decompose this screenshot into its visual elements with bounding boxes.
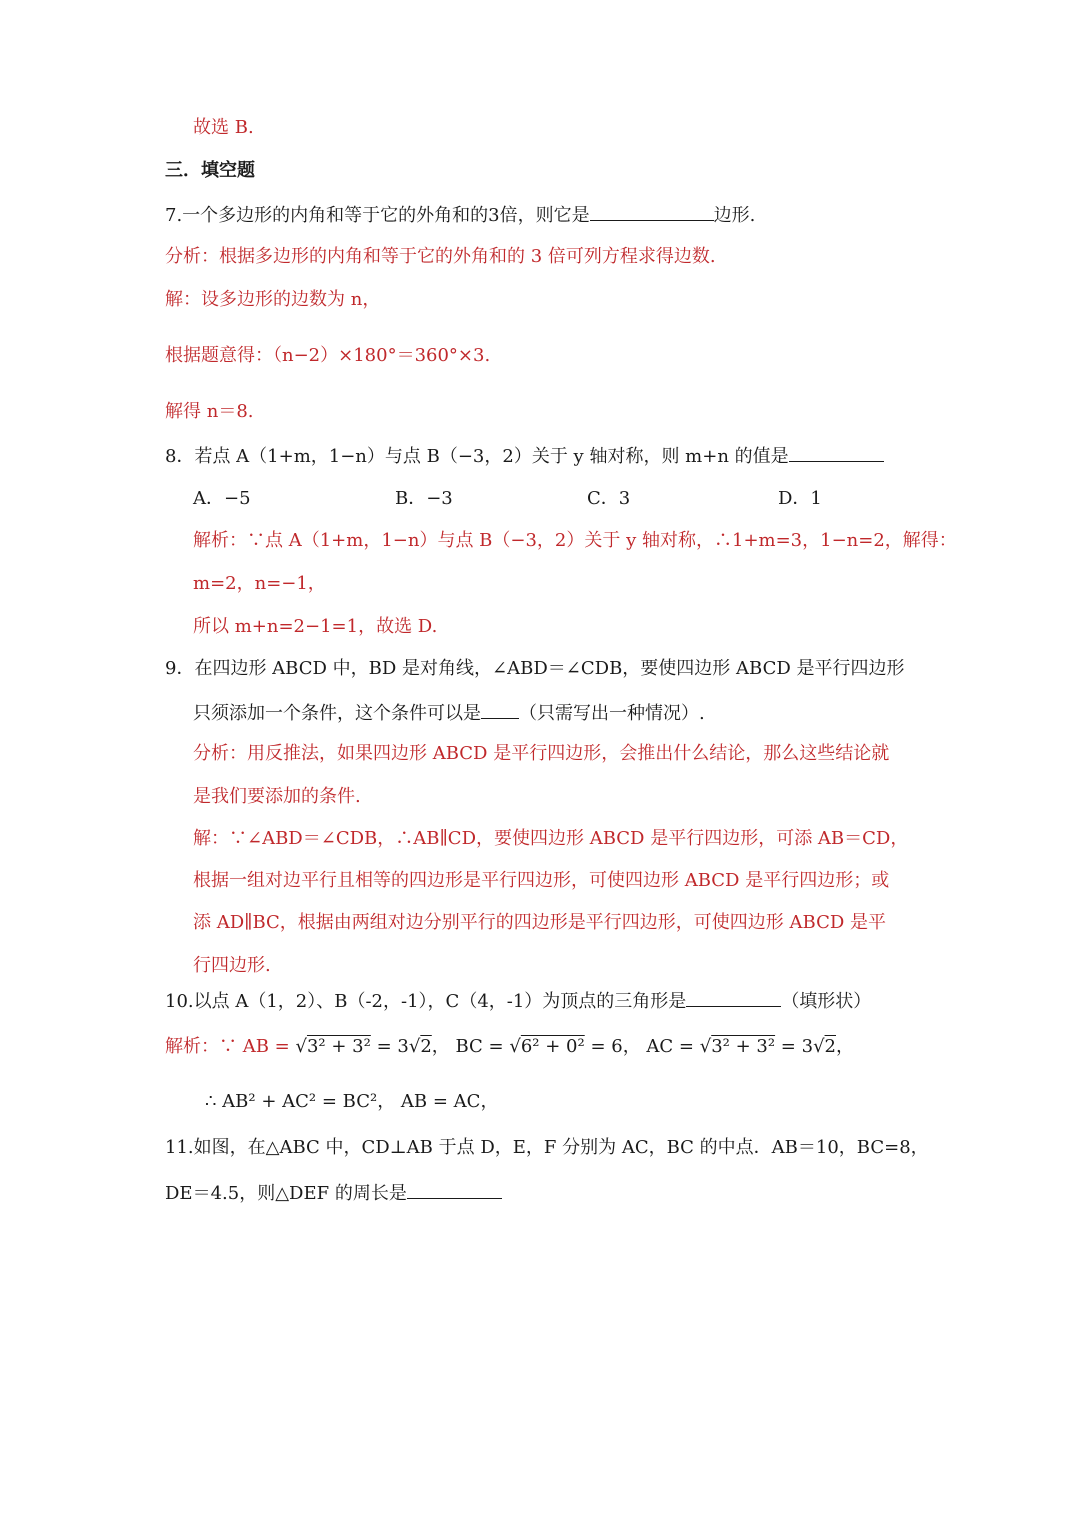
q7-solution-2: 根据题意得：（n−2）×180°＝360°×3. [165,345,491,366]
q9-solution-3: 添 AD∥BC，根据由两组对边分别平行的四边形是平行四边形，可使四边形 ABCD 是平 [193,912,887,933]
q8-option-a: A．−5 [193,488,251,509]
q10-e1-radical-1b: √2 [408,1036,432,1057]
q10-stem-b: （填形状） [781,991,872,1012]
q10-explanation-1 [165,1035,854,1059]
q7-stem-a: 7.一个多边形的内角和等于它的外角和的3倍，则它是 [165,205,590,226]
section-heading: 三．填空题 [165,160,255,181]
q10-e1-eq2: = 6， AC = [584,1036,700,1057]
q10-e1-radical-3: √3² + 3² [699,1036,776,1057]
q11-stem-2-text: DE＝4.5，则△DEF 的周长是 [165,1183,407,1204]
q8-explanation-3: 所以 m+n=2−1=1，故选 D. [193,616,438,637]
q10-e1-eq3: = 3 [775,1036,814,1057]
q10-e1-radical-1: √3² + 3² [295,1036,371,1057]
q11-answer-blank[interactable] [407,1180,502,1199]
q8-option-c: C．3 [587,488,631,509]
q8-option-d: D．1 [778,488,822,509]
q7-solution-3: 解得 n＝8. [165,401,254,422]
q7-stem [165,202,755,228]
q8-explanation-2: m=2，n=−1， [193,573,326,594]
q8-answer-blank[interactable] [789,443,884,462]
q9-solution-1: 解：∵∠ABD＝∠CDB，∴AB∥CD，要使四边形 ABCD 是平行四边形，可添 AB＝CD， [193,828,909,849]
q8-explanation-1: 解析：∵点 A（1+m，1−n）与点 B（−3，2）关于 y 轴对称，∴1+m=3，1−n=2，解得： [193,530,957,551]
q10-explanation-2: ∴ AB² + AC² = BC²， AB = AC， [205,1091,499,1112]
q10-stem [165,988,871,1014]
q7-analysis: 分析：根据多边形的内角和等于它的外角和的 3 倍可列方程求得边数. [165,246,716,267]
q10-e1-end: ， [836,1036,854,1057]
q10-e1-label: 解析：∵ AB = [165,1036,296,1057]
q9-solution-4: 行四边形. [193,955,271,976]
previous-answer: 故选 B. [193,117,254,138]
q9-analysis-2: 是我们要添加的条件. [193,786,361,807]
q8-stem-text: 8．若点 A（1+m，1−n）与点 B（−3，2）关于 y 轴对称，则 m+n 的值是 [165,446,789,467]
q10-e1-radical-3b: √2 [813,1036,836,1057]
q10-answer-blank[interactable] [686,988,781,1007]
q9-stem-2 [193,700,705,726]
q8-stem [165,443,884,469]
q8-option-b: B．−3 [395,488,453,509]
q9-stem-2b: （只需写出一种情况）. [519,703,705,724]
q7-stem-b: 边形. [713,205,756,226]
q11-stem-2 [165,1180,502,1206]
q9-stem-2a: 只须添加一个条件，这个条件可以是 [193,703,481,724]
q9-stem-1: 9．在四边形 ABCD 中，BD 是对角线，∠ABD＝∠CDB，要使四边形 ABCD 是平行四边形 [165,658,905,679]
q9-solution-2: 根据一组对边平行且相等的四边形是平行四边形，可使四边形 ABCD 是平行四边形；或 [193,870,890,891]
q10-e1-eq1: = 3 [370,1036,409,1057]
q11-stem-1: 11.如图，在△ABC 中，CD⊥AB 于点 D，E，F 分别为 AC，BC 的中点．AB＝10，BC=8， [165,1137,929,1158]
q7-solution-1: 解：设多边形的边数为 n， [165,289,381,310]
q10-e1-mid: ， BC = [431,1036,510,1057]
q7-answer-blank[interactable] [590,202,714,221]
q9-analysis-1: 分析：用反推法，如果四边形 ABCD 是平行四边形，会推出什么结论，那么这些结论就 [193,743,890,764]
q9-answer-blank[interactable] [481,700,519,719]
q10-e1-radical-2: √6² + 0² [509,1036,585,1057]
q10-stem-a: 10.以点 A（1，2）、B（-2，-1），C（4，-1）为顶点的三角形是 [165,991,687,1012]
